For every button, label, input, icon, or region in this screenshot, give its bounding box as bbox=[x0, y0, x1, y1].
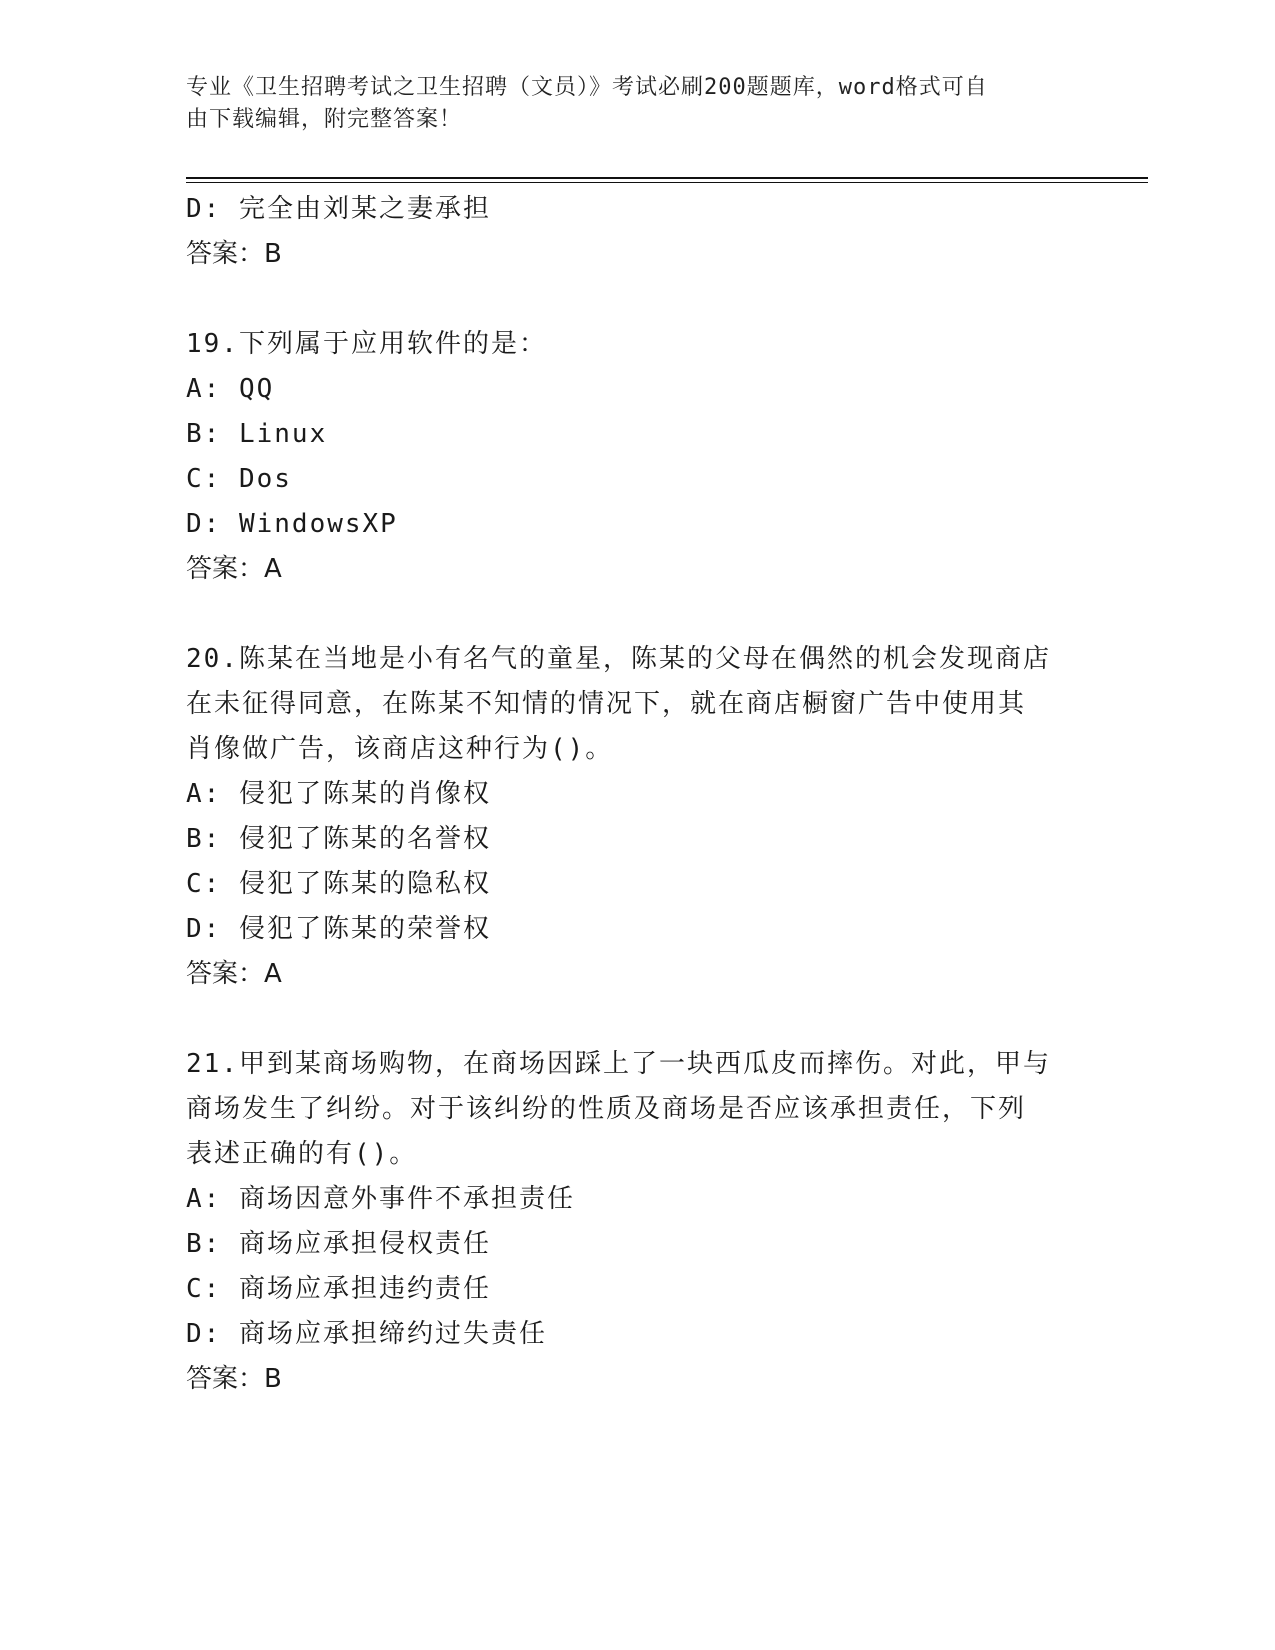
answer-line: 答案：A bbox=[186, 554, 282, 584]
document-body bbox=[186, 187, 1066, 1402]
option-c: C: Dos bbox=[186, 464, 292, 494]
option-d: D: WindowsXP bbox=[186, 509, 398, 539]
header-line: 由下载编辑，附完整答案！ bbox=[186, 107, 463, 132]
question-text-line: 20.陈某在当地是小有名气的童星，陈某的父母在偶然的机会发现商店 bbox=[186, 644, 1051, 674]
option-d: D: 完全由刘某之妻承担 bbox=[186, 194, 491, 224]
question-text-line: 表述正确的有()。 bbox=[186, 1139, 418, 1169]
spacer bbox=[186, 277, 1066, 322]
option-a: A: 商场因意外事件不承担责任 bbox=[186, 1184, 575, 1214]
previous-question-tail bbox=[186, 187, 1066, 277]
question-text: 19.下列属于应用软件的是： bbox=[186, 329, 547, 359]
question-text-line: 在未征得同意，在陈某不知情的情况下，就在商店橱窗广告中使用其 bbox=[186, 689, 1027, 719]
answer-line: 答案：B bbox=[186, 1364, 282, 1394]
question-20 bbox=[186, 637, 1066, 997]
question-text-line: 肖像做广告，该商店这种行为()。 bbox=[186, 734, 614, 764]
spacer bbox=[186, 997, 1066, 1042]
question-19 bbox=[186, 322, 1066, 592]
option-d: D: 侵犯了陈某的荣誉权 bbox=[186, 914, 491, 944]
option-a: A: QQ bbox=[186, 374, 275, 404]
option-c: C: 商场应承担违约责任 bbox=[186, 1274, 491, 1304]
header-divider-thin bbox=[186, 182, 1148, 183]
option-a: A: 侵犯了陈某的肖像权 bbox=[186, 779, 491, 809]
header-divider bbox=[186, 177, 1148, 179]
option-b: B: Linux bbox=[186, 419, 328, 449]
option-b: B: 商场应承担侵权责任 bbox=[186, 1229, 491, 1259]
header-line: 专业《卫生招聘考试之卫生招聘（文员）》考试必刷200题题库，word格式可自 bbox=[186, 75, 988, 100]
document-header bbox=[186, 72, 1066, 136]
answer-line: 答案：B bbox=[186, 239, 282, 269]
answer-line: 答案：A bbox=[186, 959, 282, 989]
question-text-line: 商场发生了纠纷。对于该纠纷的性质及商场是否应该承担责任，下列 bbox=[186, 1094, 1027, 1124]
option-c: C: 侵犯了陈某的隐私权 bbox=[186, 869, 491, 899]
option-b: B: 侵犯了陈某的名誉权 bbox=[186, 824, 491, 854]
question-21 bbox=[186, 1042, 1066, 1402]
option-d: D: 商场应承担缔约过失责任 bbox=[186, 1319, 547, 1349]
spacer bbox=[186, 592, 1066, 637]
question-text-line: 21.甲到某商场购物，在商场因踩上了一块西瓜皮而摔伤。对此，甲与 bbox=[186, 1049, 1051, 1079]
